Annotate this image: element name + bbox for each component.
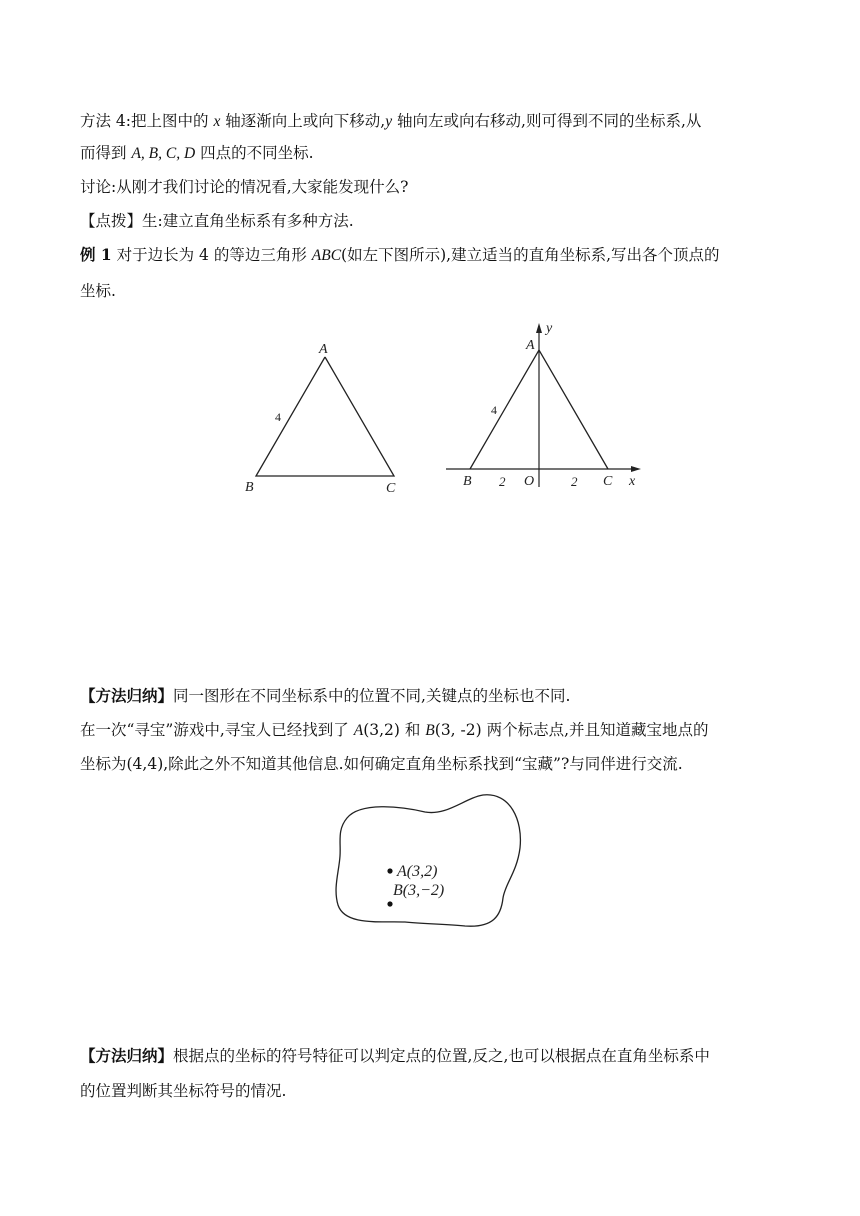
y-axis-arrow bbox=[536, 323, 542, 333]
treasure-problem-cont: 坐标为(4,4),除此之外不知道其他信息.如何确定直角坐标系找到“宝藏”?与同伴进行交流. bbox=[80, 755, 683, 773]
vertex-label-c: C bbox=[386, 481, 396, 496]
text: (如左下图所示),建立适当的直角坐标系,写出各个顶点的 bbox=[341, 246, 720, 264]
summary-label: 【方法归纳】 bbox=[80, 1046, 174, 1065]
y-axis-label: y bbox=[546, 321, 553, 336]
treasure-problem bbox=[80, 720, 709, 741]
method-summary-2-cont: 的位置判断其坐标符号的情况. bbox=[80, 1082, 287, 1100]
example-label: 例 1 bbox=[80, 245, 112, 264]
triangle-name: ABC bbox=[311, 247, 342, 264]
vertex-label-a: A bbox=[526, 338, 535, 353]
text: 而得到 bbox=[80, 144, 132, 162]
summary-label: 【方法归纳】 bbox=[80, 686, 174, 705]
vertex-label-a: A bbox=[319, 342, 328, 357]
vertex-label-b: B bbox=[463, 474, 472, 489]
example-1-cont: 坐标. bbox=[80, 282, 116, 300]
paragraph-method-4 bbox=[80, 111, 701, 132]
vertex-label-b: B bbox=[245, 480, 254, 495]
point-list: A, B, C, D bbox=[131, 145, 196, 162]
text: 轴逐渐向上或向下移动, bbox=[220, 112, 386, 130]
method-summary-1 bbox=[80, 686, 570, 706]
point-a-label: A(3,2) bbox=[397, 863, 438, 880]
paragraph-method-4-cont bbox=[80, 143, 314, 164]
text: (3,2) 和 bbox=[363, 721, 426, 739]
point-b-dot bbox=[387, 901, 392, 906]
coordinate-triangle-figure bbox=[440, 315, 655, 495]
point-b: B bbox=[425, 722, 435, 739]
summary-text: 根据点的坐标的符号特征可以判定点的位置,反之,也可以根据点在直角坐标系中 bbox=[173, 1047, 710, 1065]
half-base-right-label: 2 bbox=[571, 474, 578, 489]
example-1 bbox=[80, 245, 720, 266]
origin-label: O bbox=[524, 474, 535, 489]
side-length-label: 4 bbox=[491, 403, 497, 417]
summary-text: 同一图形在不同坐标系中的位置不同,关键点的坐标也不同. bbox=[173, 687, 571, 705]
point-a-dot bbox=[387, 868, 392, 873]
text: 对于边长为 4 的等边三角形 bbox=[111, 246, 312, 264]
treasure-map-figure bbox=[325, 790, 535, 940]
vertex-label-c: C bbox=[603, 474, 613, 489]
x-variable: x bbox=[213, 113, 221, 130]
text: 在一次“寻宝”游戏中,寻宝人已经找到了 bbox=[80, 721, 354, 739]
text: 轴向左或向右移动,则可得到不同的坐标系,从 bbox=[392, 112, 702, 130]
point-b-label: B(3,−2) bbox=[393, 882, 445, 899]
x-axis-arrow bbox=[631, 466, 641, 472]
text: 方法 4:把上图中的 bbox=[80, 112, 214, 130]
text: (3, -2) 两个标志点,并且知道藏宝地点的 bbox=[434, 721, 709, 739]
y-variable: y bbox=[385, 113, 393, 130]
method-summary-2 bbox=[80, 1046, 710, 1066]
text: 四点的不同坐标. bbox=[195, 144, 314, 162]
x-axis-label: x bbox=[629, 474, 636, 489]
point-a: A bbox=[353, 722, 364, 739]
side-length-label: 4 bbox=[275, 410, 281, 424]
hint-text: 【点拨】生:建立直角坐标系有多种方法. bbox=[80, 212, 354, 230]
triangle-figure bbox=[230, 330, 430, 500]
discussion-text: 讨论:从刚才我们讨论的情况看,大家能发现什么? bbox=[80, 178, 409, 196]
map-outline bbox=[336, 795, 520, 926]
half-base-left-label: 2 bbox=[499, 474, 506, 489]
